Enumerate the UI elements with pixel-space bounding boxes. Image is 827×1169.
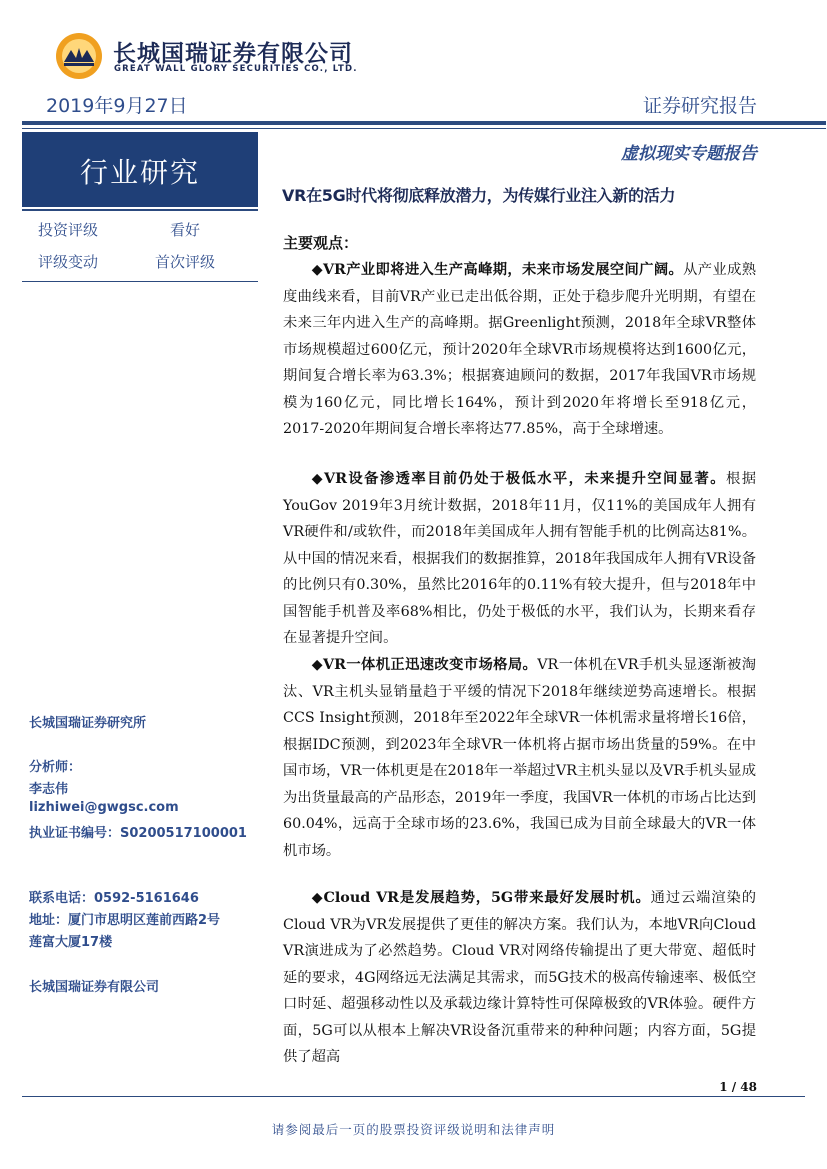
contact-phone: 联系电话：0592-5161646 — [29, 891, 199, 906]
company-name-cn: 长城国瑞证券有限公司 — [113, 41, 353, 67]
key-point-3 — [283, 652, 756, 864]
analyst-label: 分析师： — [29, 760, 82, 775]
header-rule — [22, 121, 826, 125]
cert-number: 执业证书编号：S0200517100001 — [29, 826, 247, 841]
report-type: 证券研究报告 — [642, 95, 757, 117]
rating-divider-bottom — [22, 281, 258, 282]
key-point-1 — [283, 257, 756, 443]
footer-rule — [22, 1096, 805, 1097]
key-point-text: 根据YouGov 2019年3月统计数据，2018年11月，仅11%的美国成年人拥有VR硬件和/或软件，而2018年美国成年人拥有智能手机的比例高达81%。从中国的情况来看，根据我们的数据推算，2018年我国成年人拥有VR设备的比例只有0.30%，虽然比2016年的0.11%有较大提升，但与2018年中国智能手机普及率68%相比，仍处于极低的水平，我们认为，长期来看存在显著提升空间。 — [283, 471, 757, 646]
analyst-email[interactable]: lizhiwei@gwgsc.com — [29, 800, 179, 815]
analyst-name: 李志伟 — [29, 782, 69, 797]
rating-value: 看好 — [170, 221, 201, 239]
address-line-1: 地址：厦门市思明区莲前西路2号 — [29, 913, 221, 928]
rating-label: 投资评级 — [38, 221, 99, 239]
key-point-4 — [283, 885, 756, 1071]
section-label: 主要观点： — [283, 234, 359, 252]
category-banner — [22, 132, 258, 207]
report-date: 2019年9月27日 — [46, 95, 188, 117]
key-point-text: 通过云端渲染的Cloud VR为VR发展提供了更佳的解决方案。我们认为，本地VR向Cloud VR演进成为了必然趋势。Cloud VR对网络传输提出了更大带宽、超低时延的要求，4G网络远无法满足其需求，而5G技术的极高传输速率、极低空口时延、超强移动性以及承载边缘计算特性可保障极致的VR体验。硬件方面，5G可以从根本上解决VR设备沉重带来的种种问题；内容方面，5G提供了超高 — [283, 890, 757, 1065]
category-label: 行业研究 — [79, 156, 200, 189]
company-logo-icon — [55, 32, 103, 80]
key-point-lead: ◆VR一体机正迅速改变市场格局。 — [311, 657, 538, 673]
key-point-text: VR一体机在VR手机头显逐渐被淘汰、VR主机头显销量趋于平缓的情况下2018年继续逆势高速增长。根据CCS Insight预测，2018年至2022年全球VR一体机需求量将增长16倍，根据IDC预测，到2023年全球VR一体机将占据市场出货量的59%。在中国市场，VR一体机更是在2018年一举超过VR主机头显以及VR手机头显成为出货量最高的产品形态，2019年一季度，我国VR一体机的市场占比达到60.04%，远高于全球市场的23.6%，我国已成为目前全球最大的VR一体机市场。 — [283, 657, 757, 859]
key-point-lead: ◆VR产业即将进入生产高峰期，未来市场发展空间广阔。 — [311, 262, 684, 278]
institute-name: 长城国瑞证券研究所 — [29, 716, 147, 731]
rating-change-label: 评级变动 — [38, 253, 99, 271]
address-line-2: 莲富大厦17楼 — [29, 935, 113, 950]
key-point-2 — [283, 466, 756, 652]
key-point-lead: ◆VR设备渗透率目前仍处于极低水平，未来提升空间显著。 — [311, 471, 726, 487]
rating-divider — [22, 209, 258, 211]
key-point-text: 从产业成熟度曲线来看，目前VR产业已走出低谷期，正处于稳步爬升光明期，有望在未来三年内进入生产的高峰期。据Greenlight预测，2018年全球VR整体市场规模超过600亿元，预计2020年全球VR市场规模将达到1600亿元，期间复合增长率为63.3%；根据赛迪顾问的数据，2017年我国VR市场规模为160亿元，同比增长164%，预计到2020年将增长至918亿元，2017-2020年期间复合增长率将达77.85%，高于全球增速。 — [283, 262, 757, 437]
company-footer-name: 长城国瑞证券有限公司 — [29, 980, 160, 995]
rating-change-value: 首次评级 — [155, 253, 216, 271]
company-name-en: GREAT WALL GLORY SECURITIES CO., LTD. — [114, 64, 358, 74]
header-rule-thin — [22, 128, 826, 129]
legal-disclaimer[interactable]: 请参阅最后一页的股票投资评级说明和法律声明 — [271, 1122, 556, 1137]
page-number: 1 / 48 — [719, 1080, 757, 1094]
report-subtopic: 虚拟现实专题报告 — [621, 144, 757, 164]
report-headline: VR在5G时代将彻底释放潜力，为传媒行业注入新的活力 — [282, 186, 676, 205]
key-point-lead: ◆Cloud VR是发展趋势，5G带来最好发展时机。 — [311, 890, 651, 906]
